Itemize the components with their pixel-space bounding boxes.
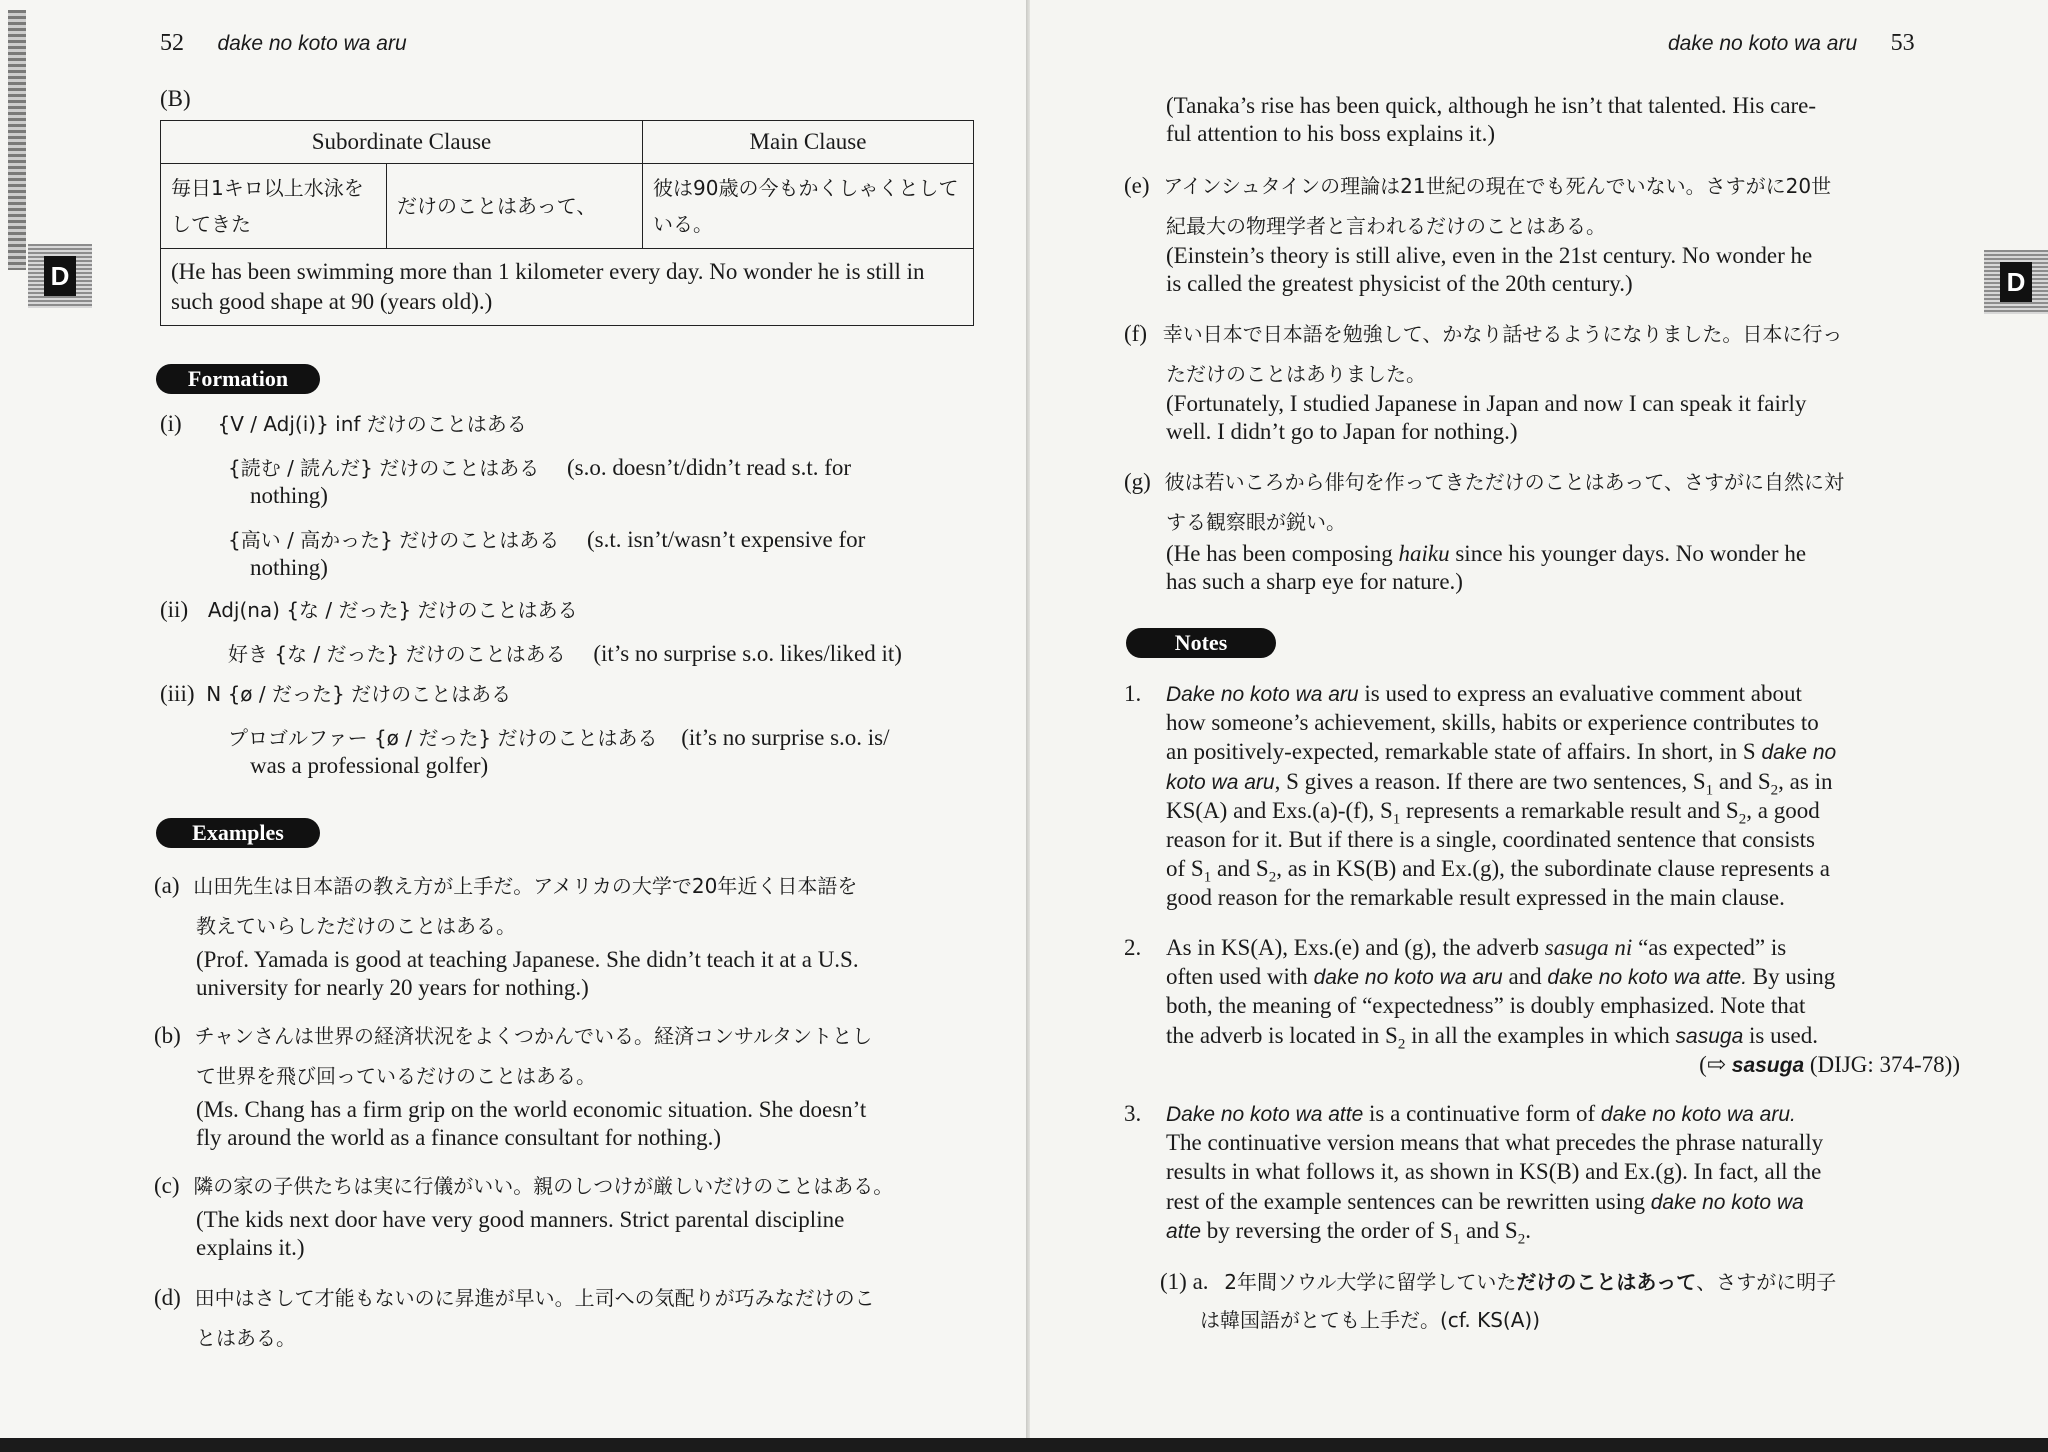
thumb-tab-letter: D bbox=[2000, 262, 2032, 302]
note-line: results in what follows it, as shown in KS(B) and Ex.(g). In fact, all the bbox=[1166, 1159, 1822, 1185]
note-number: 2. bbox=[1124, 935, 1142, 960]
example-en: well. I didn’t go to Japan for nothing.) bbox=[1166, 419, 1518, 444]
note-number: 3. bbox=[1124, 1101, 1142, 1126]
right-page bbox=[1030, 0, 2048, 1452]
example-jp-cont: ただけのことはありました。 bbox=[1166, 362, 1426, 386]
example-en: (The kids next door have very good manners. Strict parental discipline bbox=[196, 1207, 845, 1232]
example-jp-cont: 教えていらしただけのことはある。 bbox=[196, 914, 516, 938]
formation-item: (ii) Adj(na) {な / だった} だけのことはある bbox=[160, 597, 578, 622]
example-jp-cont: とはある。 bbox=[196, 1326, 296, 1350]
note-line: both, the meaning of “expectedness” is doubly emphasized. Note that bbox=[1166, 993, 1806, 1019]
example-en: (Einstein’s theory is still alive, even in the 21st century. No wonder he bbox=[1166, 243, 1813, 268]
example-jp: (g) 彼は若いころから俳句を作ってきただけのことはあって、さすがに自然に対 bbox=[1124, 469, 1844, 494]
note-line: often used with dake no koto wa aru and dake no koto wa atte. By using bbox=[1166, 964, 1836, 990]
example-jp-cont: て世界を飛び回っているだけのことはある。 bbox=[196, 1064, 596, 1088]
note-line: KS(A) and Exs.(a)-(f), $S_1$ represents a remarkable result and $S_2$, a good bbox=[1166, 797, 1820, 828]
example-jp: (d) 田中はさして才能もないのに昇進が早い。上司への気配りが巧みなだけのこ bbox=[154, 1285, 875, 1310]
formation-example-cont: was a professional golfer) bbox=[250, 753, 489, 778]
formation-heading: Formation bbox=[156, 364, 320, 394]
table-cell: 彼は90歳の今もかくしゃくとしている。 bbox=[643, 164, 974, 249]
example-jp: (f) 幸い日本で日本語を勉強して、かなり話せるようになりました。日本に行っ bbox=[1124, 321, 1843, 346]
note-line: an positively-expected, remarkable state of affairs. In short, in S dake no bbox=[1166, 739, 1837, 765]
note-line: reason for it. But if there is a single, coordinated sentence that consists bbox=[1166, 827, 1815, 852]
key-sentence-table bbox=[160, 120, 974, 326]
note-number: 1. bbox=[1124, 681, 1142, 706]
right-running-head bbox=[1668, 30, 1915, 57]
example-en: explains it.) bbox=[196, 1235, 305, 1260]
formation-example-cont: nothing) bbox=[250, 555, 328, 580]
example-en: has such a sharp eye for nature.) bbox=[1166, 569, 1463, 594]
table-cell: 毎日1キロ以上水泳をしてきた bbox=[161, 164, 387, 249]
example-en: (Ms. Chang has a firm grip on the world economic situation. She doesn’t bbox=[196, 1097, 867, 1122]
page-number: 53 bbox=[1890, 30, 1915, 56]
formation-item: (iii) N {ø / だった} だけのことはある bbox=[160, 681, 512, 706]
note-line: the adverb is located in $S_2$ in all the examples in which sasuga is used. bbox=[1166, 1022, 1819, 1053]
formation-item: (i) {V / Adj(i)} inf だけのことはある bbox=[160, 411, 527, 436]
example-en: (Fortunately, I studied Japanese in Japan and now I can speak it fairly bbox=[1166, 391, 1807, 416]
formation-example: {高い / 高かった} だけのことはある (s.t. isn’t/wasn’t expensive for bbox=[228, 527, 866, 552]
example-jp: (b) チャンさんは世界の経済状況をよくつかんでいる。経済コンサルタントとし bbox=[154, 1023, 873, 1048]
table-translation: (He has been swimming more than 1 kilometer every day. No wonder he is still in such good shape at 90 (years old).) bbox=[161, 249, 974, 326]
rewrite-example-cont: は韓国語がとても上手だ。(cf. KS(A)) bbox=[1200, 1308, 1540, 1332]
formation-example: {読む / 読んだ} だけのことはある (s.o. doesn’t/didn’t read s.t. for bbox=[228, 455, 852, 480]
example-jp: (e) アインシュタインの理論は21世紀の現在でも死んでいない。さすがに20世 bbox=[1124, 173, 1832, 198]
table-header: Subordinate Clause bbox=[161, 121, 643, 164]
running-title: dake no koto wa aru bbox=[217, 32, 407, 55]
left-running-head bbox=[160, 30, 407, 57]
rewrite-example: (1) a. 2年間ソウル大学に留学していただけのことはあって、さすがに明子 bbox=[1160, 1269, 1837, 1294]
table-header: Main Clause bbox=[643, 121, 974, 164]
table-cell: だけのことはあって、 bbox=[387, 164, 643, 249]
example-en: fly around the world as a finance consultant for nothing.) bbox=[196, 1125, 722, 1150]
notes-heading: Notes bbox=[1126, 628, 1276, 658]
thumb-tab bbox=[1984, 250, 2048, 314]
note-line: Dake no koto wa atte is a continuative form of dake no koto wa aru. bbox=[1166, 1101, 1796, 1126]
scan-shadow bbox=[0, 1438, 2048, 1452]
note-line: rest of the example sentences can be rewritten using dake no koto wa bbox=[1166, 1188, 1804, 1214]
example-en: university for nearly 20 years for nothing.) bbox=[196, 975, 589, 1000]
note-line: good reason for the remarkable result expressed in the main clause. bbox=[1166, 885, 1785, 911]
note-line: The continuative version means that what precedes the phrase naturally bbox=[1166, 1130, 1824, 1156]
formation-example: 好き {な / だった} だけのことはある (it’s no surprise s.o. likes/liked it) bbox=[228, 641, 902, 666]
formation-example: プロゴルファー {ø / だった} だけのことはある (it’s no surprise s.o. is/ bbox=[228, 725, 890, 750]
formation-example-cont: nothing) bbox=[250, 483, 328, 508]
examples-heading: Examples bbox=[156, 818, 320, 848]
note-line: of $S_1$ and $S_2$, as in KS(B) and Ex.(g), the subordinate clause represents a bbox=[1166, 856, 1830, 886]
thumb-tab-letter: D bbox=[44, 256, 76, 296]
example-jp: (c) 隣の家の子供たちは実に行儀がいい。親のしつけが厳しいだけのことはある。 bbox=[154, 1173, 894, 1198]
note-line: koto wa aru, S gives a reason. If there are two sentences, $S_1$ and $S_2$, as in bbox=[1166, 768, 1833, 799]
example-en: is called the greatest physicist of the 20th century.) bbox=[1166, 271, 1633, 296]
example-en: (He has been composing haiku since his younger days. No wonder he bbox=[1166, 541, 1807, 566]
example-jp-cont: する観察眼が鋭い。 bbox=[1166, 510, 1346, 534]
scan-edge bbox=[8, 10, 26, 270]
example-en: ful attention to his boss explains it.) bbox=[1166, 121, 1495, 146]
note-cross-reference: (⇨ sasuga (DIJG: 374-78)) bbox=[1699, 1051, 1960, 1077]
note-line: Dake no koto wa aru is used to express an evaluative comment about bbox=[1166, 681, 1802, 706]
example-jp-cont: 紀最大の物理学者と言われるだけのことはある。 bbox=[1166, 214, 1606, 238]
note-line: how someone’s achievement, skills, habits or experience contributes to bbox=[1166, 710, 1819, 736]
thumb-tab bbox=[28, 244, 92, 308]
page-number: 52 bbox=[160, 30, 184, 56]
example-en: (Prof. Yamada is good at teaching Japanese. She didn’t teach it at a U.S. bbox=[196, 947, 859, 972]
section-label: (B) bbox=[160, 86, 191, 111]
example-en: (Tanaka’s rise has been quick, although he isn’t that talented. His care- bbox=[1166, 93, 1817, 118]
note-line: atte by reversing the order of $S_1$ and $S_2$. bbox=[1166, 1217, 1531, 1248]
example-jp: (a) 山田先生は日本語の教え方が上手だ。アメリカの大学で20年近く日本語を bbox=[154, 873, 858, 898]
running-title: dake no koto wa aru bbox=[1668, 32, 1858, 55]
note-line: As in KS(A), Exs.(e) and (g), the adverb sasuga ni “as expected” is bbox=[1166, 935, 1787, 960]
